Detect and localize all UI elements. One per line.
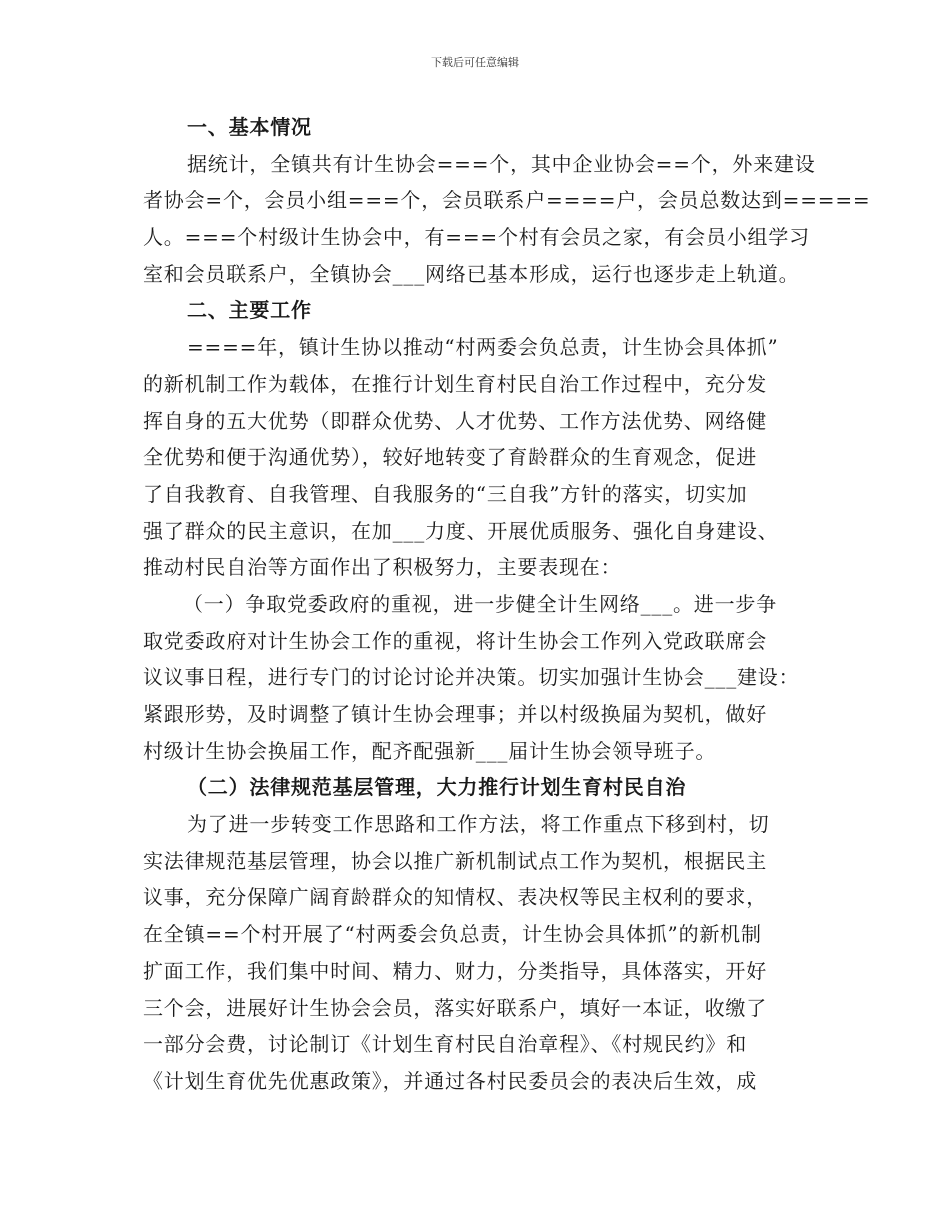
paragraph-line: 议事，充分保障广阔育龄群众的知情权、表决权等民主权利的要求， [143,885,767,910]
paragraph-line: 室和会员联系户，全镇协会___网络已基本形成，运行也逐步走上轨道。 [143,261,800,286]
section-heading: 二、主要工作 [187,298,312,323]
paragraph-line: 取党委政府对计生协会工作的重视，将计生协会工作列入党政联席会 [143,628,767,653]
subsection-line: （一）争取党委政府的重视，进一步健全计生网络___。进一步争 [183,591,777,616]
paragraph-line: 一部分会费，讨论制订《计划生育村民自治章程》、《村规民约》和 [143,1032,747,1057]
paragraph-line: ====年，镇计生协以推动“村两委会负总责，计生协会具体抓” [187,335,779,360]
paragraph-line: 在全镇==个村开展了“村两委会负总责，计生协会具体抓”的新机制 [143,922,762,947]
document-body [143,109,871,1100]
paragraph-line: 强了群众的民主意识，在加___力度、开展优质服务、强化自身建设、 [143,518,779,543]
paragraph-line: 的新机制工作为载体，在推行计划生育村民自治工作过程中，充分发 [143,371,767,396]
paragraph-line: 挥自身的五大优势（即群众优势、人才优势、工作方法优势、网络健 [143,408,767,433]
paragraph-line: 全优势和便于沟通优势），较好地转变了育龄群众的生育观念，促进 [143,445,757,470]
paragraph-line: 《计划生育优先优惠政策》，并通过各村民委员会的表决后生效，成 [143,1068,757,1093]
paragraph-line: 紧跟形势，及时调整了镇计生协会理事；并以村级换届为契机，做好 [143,702,767,726]
paragraph-line: 村级计生协会换届工作，配齐配强新___届计生协会领导班子。 [143,738,717,763]
subsection-heading: （二）法律规范基层管理，大力推行计划生育村民自治 [187,775,687,800]
paragraph-line: 人。===个村级计生协会中，有===个村有会员之家，有会员小组学习 [143,225,810,250]
paragraph-line: 实法律规范基层管理，协会以推广新机制试点工作为契机，根据民主 [143,848,767,873]
paragraph-line: 者协会=个，会员小组===个，会员联系户====户，会员总数达到===== [143,188,871,213]
paragraph-line: 据统计，全镇共有计生协会===个，其中企业协会==个，外来建设 [187,151,816,176]
paragraph-line: 三个会，进展好计生协会会员，落实好联系户，填好一本证，收缴了 [143,995,767,1020]
paragraph-line: 了自我教育、自我管理、自我服务的“三自我”方针的落实，切实加 [143,481,748,506]
paragraph-line: 推动村民自治等方面作出了积极努力，主要表现在： [143,555,622,580]
paragraph-line: 议议事日程，进行专门的讨论讨论并决策。切实加强计生协会___建设： [143,665,800,690]
paragraph-line: 扩面工作，我们集中时间、精力、财力，分类指导，具体落实，开好 [143,958,767,983]
section-heading: 一、基本情况 [187,115,312,139]
paragraph-line: 为了进一步转变工作思路和工作方法，将工作重点下移到村，切 [187,812,770,837]
page-header: 下载后可任意编辑 [431,56,519,69]
